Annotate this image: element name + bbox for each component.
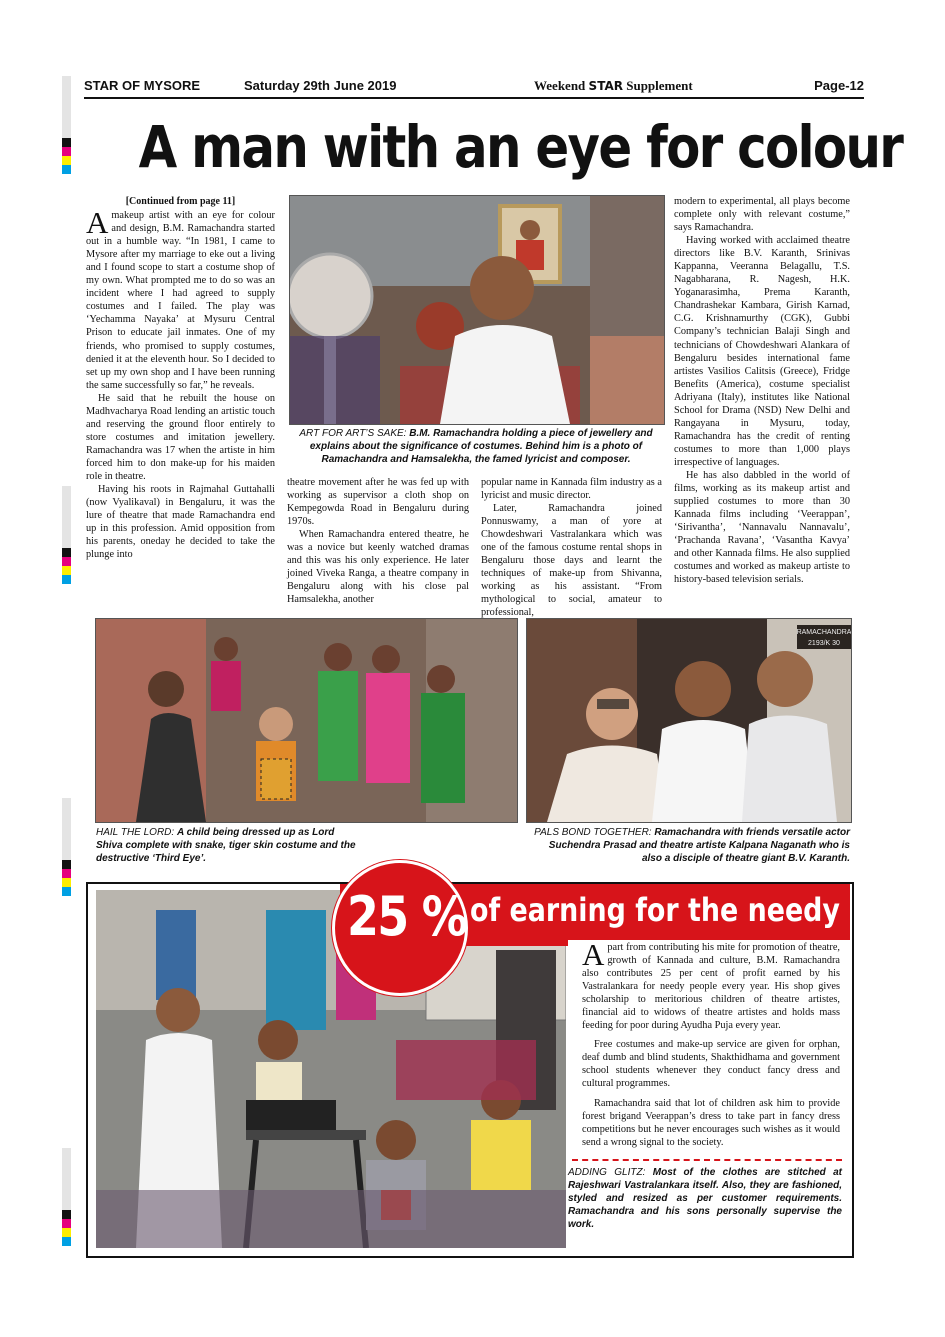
article-column-1: [Continued from page 11] Amakeup artist with an eye for colour and design, B.M. Ramachandra started out in a humble way. “In 1981, I came to Mysore after my marriage to eke out a living and I found scope to start a costume shop of my own. What prompted me to do so was an incident where I had agreed to supply costumes and I failed. The play was ‘Yechamma Nayaka’ at Mysuru Central Prison to educate jail inmates. One of my friends, who promised to supply costumes, denied it at the eleventh hour. So I decided to set up my own shop and I have been running the same successfully so far,” he reveals. He said that he rebuilt the house on Madhvacharya Road lending an artistic touch and reserving the ground floor entirely to store costumes and imitation jewellery. Ramachandra was 17 when the artiste in him forced him to don make-up for his maiden role in theatre. Having his roots in Rajmahal Guttahalli (now Vyalikaval) in Bengaluru, it was the lure of theatre that made Ramachandra end up in this profession. Amid opposition from his parents, oneday he decided to take the plunge into — [86, 196, 275, 561]
drop-cap: A — [86, 205, 109, 241]
article-column-3: popular name in Kannada film industry as a lyricist and music director. Later, Ramachandra joined Ponnuswamy, a man of yore at Chowdeshwari Vastralankara which was one of the famous costume rental shops in Bengaluru those days and learnt the techniques of make-up from Shivanna, working as his assistant. “From mythological to social, amateur to professional, — [481, 477, 662, 619]
registration-mark — [62, 76, 71, 174]
photo-child-dressed-as-shiva — [95, 618, 518, 823]
charity-article: Apart from contributing his mite for promotion of theatre, growth of Kannada and culture, B.M. Ramachandra also contributes 25 per cent of profit earned by his Vastralankara for needy people every year. His shop gives scholarship to meritorious children of theatre artistes, financial aid to widows of theatre artistes and holds mass feeding for poor during Ayudha Puja every year. Free costumes and make-up service are given for orphan, deaf dumb and blind students, Shakthidhama and government school students whenever they conduct fancy dress and cultural programmes. Ramachandra said that lot of children ask him to provide forest brigand Veerappan’s dress to take part in fancy dress competitions but he never encourages such wishes as it would send a wrong signal to the society. — [582, 937, 840, 1148]
continued-note: [Continued from page 11] — [125, 196, 236, 207]
supplement-label: Weekend STAR Supplement — [534, 78, 693, 93]
shop-sign-name: RAMACHANDRA — [796, 629, 851, 636]
registration-mark — [62, 1148, 71, 1246]
caption-photo-4: ADDING GLITZ: Most of the clothes are stitched at Rajeshwari Vastralankara itself. Also, they are fashioned, styled and resized as per customer requirements. Ramachandra and his sons personally supervise the work. — [568, 1167, 842, 1230]
caption-photo-1: ART FOR ART’S SAKE: B.M. Ramachandra holding a piece of jewellery and explains about the significance of costumes. Behind him is a photo of Ramachandra and Hamsalekha, the famed lyricist and composer. — [299, 428, 653, 465]
page-number: Page-12 — [814, 78, 864, 93]
box-drop-cap: A — [582, 937, 605, 972]
page-header — [84, 76, 864, 96]
shop-sign-number: 2193/K 30 — [808, 640, 840, 647]
header-rule — [84, 97, 864, 99]
banner-title: of earning for the needy — [470, 891, 840, 929]
headline: A man with an eye for colour — [138, 113, 903, 181]
registration-mark — [62, 798, 71, 896]
photo-pals-bond-together — [526, 618, 852, 823]
caption-photo-2: HAIL THE LORD: A child being dressed up as Lord Shiva complete with snake, tiger skin costume and the destructive ‘Third Eye’. — [96, 827, 356, 864]
caption-divider — [572, 1159, 842, 1161]
article-column-4: modern to experimental, all plays become complete only with relevant costume,” says Ramachandra. Having worked with acclaimed theatre directors like B.V. Karanth, Srinivas Kappanna, Veeranna Belagallu, T.S. Nagabharana, R. Nagesh, H.K. Yoganarasimha, Prema Karanth, Chandrashekar Kambara, Girish Karnad, C.G. Krishnamurthy (CGK), Gubbi Company’s technician Balaji Singh and technicians of Chowdeshwari Alankara of Bengaluru besides international fame artistes Vasilios Calitsis (Greece), Fridge Benefits (America), costume specialist Adriyana (Italy), institutes like National School for Drama (NSD) New Delhi and Rangayana in Mysuru, today, Ramachandra has the credit of renting costumes to more than 1,000 plays irrespective of languages. He has also dabbled in the world of films, working as its makeup artist and supplied costumes to more than 30 Kannada films including ‘Veerappan’, ‘Sirivantha’, ‘Nannavalu Nannavalu’, ‘Prachanda Ravana’, ‘Vasantha Kavya’ and other Kannada films. He also supplied costumes and worked as makeup artiste to history-based television serials. — [674, 196, 850, 586]
issue-date: Saturday 29th June 2019 — [244, 78, 397, 93]
article-column-2: theatre movement after he was fed up with working as supervisor a cloth shop on Kempegowda Road in Bengaluru during 1970s. When Ramachandra entered theatre, he was a novice but keenly watched dramas and this was his only experience. He later joined Viveka Ranga, a theatre company in Bengaluru along with his close pal Hamsalekha, another — [287, 477, 469, 606]
caption-photo-3: PALS BOND TOGETHER: Ramachandra with friends versatile actor Suchendra Prasad and theatre artiste Kalpana Naganath who is also a disciple of theatre giant B.V. Karanth. — [534, 827, 850, 864]
registration-mark — [62, 486, 71, 584]
banner-number: 25 % — [347, 885, 467, 948]
paper-name: STAR OF MYSORE — [84, 78, 201, 93]
photo-ramachandra-jewellery — [289, 195, 665, 425]
